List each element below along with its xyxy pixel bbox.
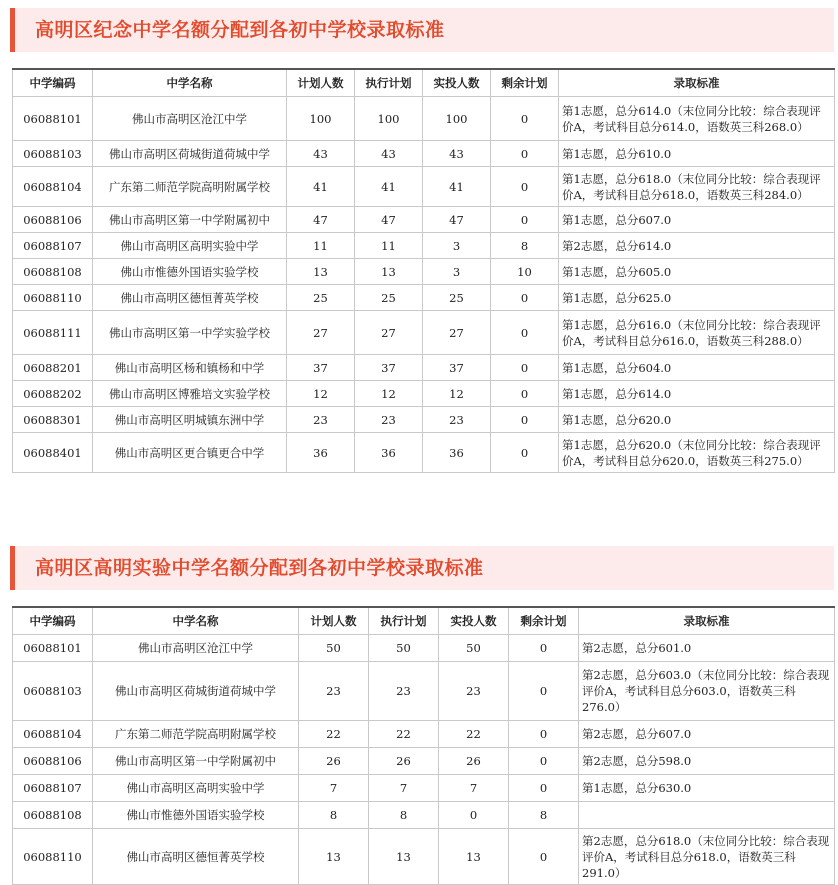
remain-count: 8 <box>509 802 579 829</box>
plan-count: 11 <box>287 233 355 259</box>
school-name: 佛山市高明区荷城街道荷城中学 <box>93 141 287 167</box>
exec-count: 100 <box>355 97 423 141</box>
table-row <box>13 748 835 775</box>
school-code: 06088110 <box>13 285 93 311</box>
school-code: 06088201 <box>13 355 93 381</box>
remain-count: 0 <box>491 285 559 311</box>
table-row <box>13 635 835 662</box>
remain-count: 10 <box>491 259 559 285</box>
section-1-banner <box>10 8 834 52</box>
school-name: 佛山市高明区第一中学附属初中 <box>93 748 299 775</box>
school-name: 佛山市高明区第一中学实验学校 <box>93 311 287 355</box>
plan-count: 41 <box>287 167 355 207</box>
admission-standard: 第1志愿，总分625.0 <box>559 285 835 311</box>
exec-count: 13 <box>369 829 439 885</box>
table-row <box>13 381 835 407</box>
exec-count: 12 <box>355 381 423 407</box>
remain-count: 8 <box>491 233 559 259</box>
school-name: 佛山市高明区高明实验中学 <box>93 233 287 259</box>
actual-count: 0 <box>439 802 509 829</box>
remain-count: 0 <box>491 141 559 167</box>
table-row <box>13 662 835 721</box>
remain-count: 0 <box>491 407 559 433</box>
actual-count: 100 <box>423 97 491 141</box>
exec-count: 26 <box>369 748 439 775</box>
school-code: 06088101 <box>13 635 93 662</box>
plan-count: 13 <box>287 259 355 285</box>
actual-count: 41 <box>423 167 491 207</box>
school-code: 06088108 <box>13 259 93 285</box>
actual-count: 36 <box>423 433 491 473</box>
admission-standard: 第1志愿，总分620.0 <box>559 407 835 433</box>
school-code: 06088107 <box>13 775 93 802</box>
school-name: 佛山市高明区明城镇东洲中学 <box>93 407 287 433</box>
remain-count: 0 <box>491 433 559 473</box>
table-row <box>13 167 835 207</box>
plan-count: 26 <box>299 748 369 775</box>
plan-count: 7 <box>299 775 369 802</box>
admission-standard: 第1志愿，总分610.0 <box>559 141 835 167</box>
admission-standard: 第1志愿，总分614.0 <box>559 381 835 407</box>
section-1-title: 高明区纪念中学名额分配到各初中学校录取标准 <box>35 19 445 41</box>
school-name: 佛山市高明区德恒菁英学校 <box>93 285 287 311</box>
school-name: 佛山市高明区第一中学附属初中 <box>93 207 287 233</box>
school-code: 06088104 <box>13 721 93 748</box>
plan-count: 22 <box>299 721 369 748</box>
exec-count: 11 <box>355 233 423 259</box>
remain-count: 0 <box>491 97 559 141</box>
actual-count: 23 <box>439 662 509 721</box>
admission-standard: 第2志愿，总分614.0 <box>559 233 835 259</box>
table-header-row <box>13 69 835 97</box>
table-row <box>13 97 835 141</box>
table-row <box>13 721 835 748</box>
header-standard: 录取标准 <box>559 69 835 97</box>
table-row <box>13 141 835 167</box>
admission-standard: 第1志愿，总分630.0 <box>579 775 835 802</box>
admission-standard: 第2志愿，总分607.0 <box>579 721 835 748</box>
header-actual: 实投人数 <box>439 607 509 635</box>
remain-count: 0 <box>509 748 579 775</box>
remain-count: 0 <box>509 635 579 662</box>
exec-count: 43 <box>355 141 423 167</box>
section-2-table <box>12 606 835 885</box>
header-remain: 剩余计划 <box>509 607 579 635</box>
plan-count: 23 <box>299 662 369 721</box>
remain-count: 0 <box>509 829 579 885</box>
plan-count: 100 <box>287 97 355 141</box>
school-name: 佛山市惟德外国语实验学校 <box>93 259 287 285</box>
header-plan: 计划人数 <box>299 607 369 635</box>
actual-count: 26 <box>439 748 509 775</box>
table-row <box>13 775 835 802</box>
school-name: 佛山市高明区高明实验中学 <box>93 775 299 802</box>
plan-count: 23 <box>287 407 355 433</box>
header-exec: 执行计划 <box>369 607 439 635</box>
plan-count: 25 <box>287 285 355 311</box>
school-name: 佛山市高明区沧江中学 <box>93 635 299 662</box>
school-code: 06088104 <box>13 167 93 207</box>
school-code: 06088202 <box>13 381 93 407</box>
school-name: 佛山市惟德外国语实验学校 <box>93 802 299 829</box>
school-code: 06088103 <box>13 662 93 721</box>
exec-count: 27 <box>355 311 423 355</box>
plan-count: 50 <box>299 635 369 662</box>
exec-count: 25 <box>355 285 423 311</box>
header-remain: 剩余计划 <box>491 69 559 97</box>
admission-standard: 第1志愿，总分616.0（末位同分比较：综合表现评价A，考试科目总分616.0，语数英三科288.0） <box>559 311 835 355</box>
admission-standard: 第2志愿，总分598.0 <box>579 748 835 775</box>
actual-count: 25 <box>423 285 491 311</box>
admission-standard: 第1志愿，总分605.0 <box>559 259 835 285</box>
actual-count: 22 <box>439 721 509 748</box>
admission-standard <box>579 802 835 829</box>
section-2-title: 高明区高明实验中学名额分配到各初中学校录取标准 <box>35 557 484 579</box>
header-code: 中学编码 <box>13 607 93 635</box>
plan-count: 47 <box>287 207 355 233</box>
actual-count: 43 <box>423 141 491 167</box>
admission-standard: 第2志愿，总分618.0（末位同分比较：综合表现评价A，考试科目总分618.0，语数英三科291.0） <box>579 829 835 885</box>
table-row <box>13 285 835 311</box>
table-header-row <box>13 607 835 635</box>
remain-count: 0 <box>491 355 559 381</box>
exec-count: 23 <box>369 662 439 721</box>
remain-count: 0 <box>491 311 559 355</box>
exec-count: 22 <box>369 721 439 748</box>
actual-count: 47 <box>423 207 491 233</box>
actual-count: 7 <box>439 775 509 802</box>
table-row <box>13 259 835 285</box>
school-name: 佛山市高明区杨和镇杨和中学 <box>93 355 287 381</box>
section-1-table <box>12 68 835 473</box>
table-row <box>13 311 835 355</box>
exec-count: 8 <box>369 802 439 829</box>
school-name: 佛山市高明区博雅培文实验学校 <box>93 381 287 407</box>
exec-count: 36 <box>355 433 423 473</box>
school-code: 06088111 <box>13 311 93 355</box>
header-exec: 执行计划 <box>355 69 423 97</box>
admission-standard: 第1志愿，总分604.0 <box>559 355 835 381</box>
remain-count: 0 <box>509 662 579 721</box>
admission-standard: 第2志愿，总分601.0 <box>579 635 835 662</box>
plan-count: 12 <box>287 381 355 407</box>
plan-count: 8 <box>299 802 369 829</box>
actual-count: 27 <box>423 311 491 355</box>
actual-count: 23 <box>423 407 491 433</box>
remain-count: 0 <box>491 207 559 233</box>
actual-count: 37 <box>423 355 491 381</box>
header-actual: 实投人数 <box>423 69 491 97</box>
remain-count: 0 <box>509 721 579 748</box>
header-plan: 计划人数 <box>287 69 355 97</box>
school-code: 06088401 <box>13 433 93 473</box>
admission-standard: 第1志愿，总分620.0（末位同分比较：综合表现评价A，考试科目总分620.0，语数英三科275.0） <box>559 433 835 473</box>
plan-count: 36 <box>287 433 355 473</box>
header-code: 中学编码 <box>13 69 93 97</box>
school-name: 佛山市高明区荷城街道荷城中学 <box>93 662 299 721</box>
school-code: 06088107 <box>13 233 93 259</box>
school-code: 06088301 <box>13 407 93 433</box>
school-code: 06088108 <box>13 802 93 829</box>
exec-count: 47 <box>355 207 423 233</box>
school-name: 佛山市高明区沧江中学 <box>93 97 287 141</box>
table-row <box>13 207 835 233</box>
header-standard: 录取标准 <box>579 607 835 635</box>
exec-count: 7 <box>369 775 439 802</box>
admission-standard: 第1志愿，总分614.0（末位同分比较：综合表现评价A，考试科目总分614.0，语数英三科268.0） <box>559 97 835 141</box>
school-code: 06088110 <box>13 829 93 885</box>
header-school-name: 中学名称 <box>93 607 299 635</box>
school-code: 06088103 <box>13 141 93 167</box>
actual-count: 13 <box>439 829 509 885</box>
plan-count: 37 <box>287 355 355 381</box>
plan-count: 43 <box>287 141 355 167</box>
remain-count: 0 <box>491 381 559 407</box>
actual-count: 3 <box>423 259 491 285</box>
remain-count: 0 <box>491 167 559 207</box>
table-row <box>13 829 835 885</box>
section-2-banner <box>10 546 834 590</box>
school-name: 广东第二师范学院高明附属学校 <box>93 167 287 207</box>
school-code: 06088101 <box>13 97 93 141</box>
exec-count: 23 <box>355 407 423 433</box>
actual-count: 50 <box>439 635 509 662</box>
remain-count: 0 <box>509 775 579 802</box>
table-row <box>13 233 835 259</box>
table-row <box>13 802 835 829</box>
table-row <box>13 407 835 433</box>
admission-standard: 第1志愿，总分618.0（末位同分比较：综合表现评价A，考试科目总分618.0，语数英三科284.0） <box>559 167 835 207</box>
table-row <box>13 355 835 381</box>
admission-standard: 第1志愿，总分607.0 <box>559 207 835 233</box>
header-school-name: 中学名称 <box>93 69 287 97</box>
school-name: 佛山市高明区德恒菁英学校 <box>93 829 299 885</box>
school-name: 佛山市高明区更合镇更合中学 <box>93 433 287 473</box>
actual-count: 3 <box>423 233 491 259</box>
actual-count: 12 <box>423 381 491 407</box>
plan-count: 13 <box>299 829 369 885</box>
exec-count: 13 <box>355 259 423 285</box>
school-code: 06088106 <box>13 207 93 233</box>
exec-count: 50 <box>369 635 439 662</box>
exec-count: 37 <box>355 355 423 381</box>
admission-standard: 第2志愿，总分603.0（末位同分比较：综合表现评价A，考试科目总分603.0，语数英三科276.0） <box>579 662 835 721</box>
school-code: 06088106 <box>13 748 93 775</box>
exec-count: 41 <box>355 167 423 207</box>
school-name: 广东第二师范学院高明附属学校 <box>93 721 299 748</box>
plan-count: 27 <box>287 311 355 355</box>
table-row <box>13 433 835 473</box>
